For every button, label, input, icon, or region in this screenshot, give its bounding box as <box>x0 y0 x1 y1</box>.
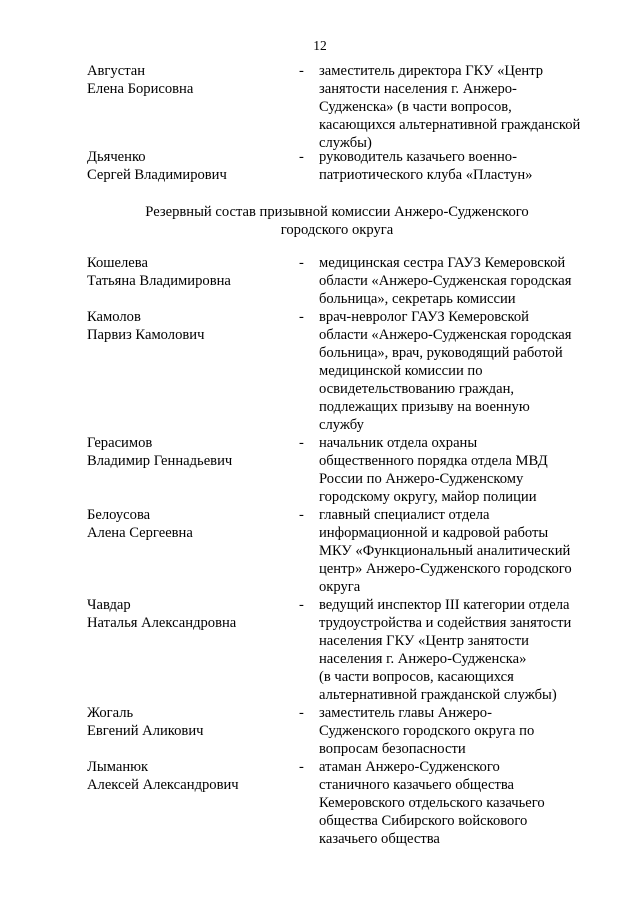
member-entry <box>0 506 640 596</box>
member-name <box>87 254 287 290</box>
top-members-list <box>0 62 640 184</box>
member-name <box>87 506 287 542</box>
member-role: ведущий инспектор III категории отдела трудоустройства и содействия занятости населения ГКУ «Центр занятости населения г. Анжеро-Судженска» (в части вопросов, касающихся альтернативной гражданской службы) <box>319 597 572 703</box>
member-given-names: Парвиз Камолович <box>87 327 205 343</box>
member-given-names: Сергей Владимирович <box>87 167 227 183</box>
member-role: главный специалист отдела информационной и кадровой работы МКУ «Функциональный аналитический центр» Анжеро-Судженского городского округа <box>319 507 572 595</box>
separator-dash: - <box>299 63 304 79</box>
member-name <box>87 434 287 470</box>
member-surname: Белоусова <box>87 507 151 523</box>
member-name <box>87 758 287 794</box>
member-given-names: Алексей Александрович <box>87 777 239 793</box>
member-name <box>87 148 287 184</box>
member-surname: Герасимов <box>87 435 153 451</box>
member-role: медицинская сестра ГАУЗ Кемеровской области «Анжеро-Судженская городская больница», секретарь комиссии <box>319 255 572 307</box>
member-entry <box>0 704 640 758</box>
member-given-names: Наталья Александровна <box>87 615 237 631</box>
member-surname: Кошелева <box>87 255 148 271</box>
member-role: атаман Анжеро-Судженского станичного казачьего общества Кемеровского отдельского казачьего общества Сибирского войскового казачьего общества <box>319 759 545 847</box>
member-surname: Лыманюк <box>87 759 149 775</box>
member-entry <box>0 308 640 434</box>
member-surname: Дьяченко <box>87 149 146 165</box>
reserve-members-list <box>0 254 640 848</box>
member-role: руководитель казачьего военно- патриотического клуба «Пластун» <box>319 149 533 183</box>
member-given-names: Алена Сергеевна <box>87 525 193 541</box>
member-surname: Жогаль <box>87 705 134 721</box>
member-given-names: Евгений Аликович <box>87 723 204 739</box>
section-heading: Резервный состав призывной комиссии Анжеро-Судженского городского округа <box>145 204 529 238</box>
member-surname: Чавдар <box>87 597 131 613</box>
member-name <box>87 596 287 632</box>
separator-dash: - <box>299 149 304 165</box>
member-role: начальник отдела охраны общественного порядка отдела МВД России по Анжеро-Судженскому городскому округу, майор полиции <box>319 435 548 505</box>
separator-dash: - <box>299 435 304 451</box>
member-name <box>87 704 287 740</box>
member-given-names: Елена Борисовна <box>87 81 194 97</box>
member-role: заместитель директора ГКУ «Центр занятости населения г. Анжеро- Судженска» (в части вопросов, касающихся альтернативной гражданской службы) <box>319 63 581 151</box>
separator-dash: - <box>299 507 304 523</box>
separator-dash: - <box>299 597 304 613</box>
member-entry <box>0 596 640 704</box>
member-entry <box>0 758 640 848</box>
member-given-names: Татьяна Владимировна <box>87 273 231 289</box>
member-surname: Камолов <box>87 309 141 325</box>
page-number: 12 <box>313 38 327 53</box>
separator-dash: - <box>299 705 304 721</box>
separator-dash: - <box>299 255 304 271</box>
member-name <box>87 308 287 344</box>
member-entry <box>0 62 640 151</box>
member-role: заместитель главы Анжеро- Судженского городского округа по вопросам безопасности <box>319 705 535 757</box>
member-surname: Августан <box>87 63 146 79</box>
member-entry <box>0 434 640 506</box>
separator-dash: - <box>299 759 304 775</box>
member-given-names: Владимир Геннадьевич <box>87 453 233 469</box>
member-role: врач-невролог ГАУЗ Кемеровской области «Анжеро-Судженская городская больница», врач, руководящий работой медицинской комиссии по освидетельствованию граждан, подлежащих призыву на военную службу <box>319 309 572 433</box>
member-entry <box>0 148 640 184</box>
member-name <box>87 62 287 98</box>
member-entry <box>0 254 640 308</box>
separator-dash: - <box>299 309 304 325</box>
